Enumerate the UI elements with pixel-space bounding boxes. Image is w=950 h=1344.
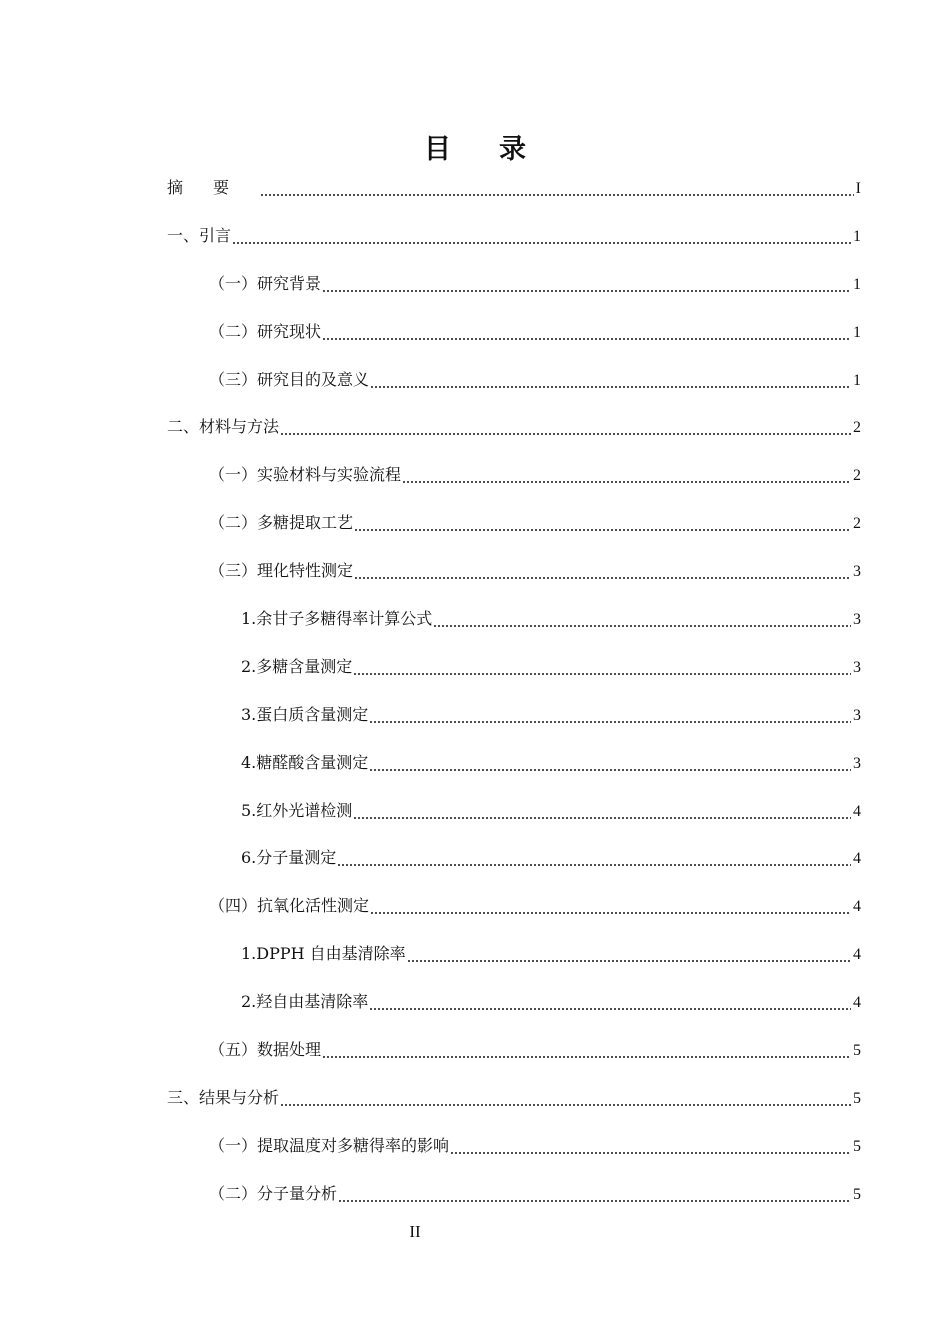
toc-entry-page: 4 [853,898,861,916]
dot-leader [370,386,851,388]
toc-entry-text: （二）研究现状 [209,321,322,341]
toc-entry[interactable] [167,595,861,643]
dot-leader [353,673,851,675]
toc-entry-text: 一、引言 [167,225,232,245]
dot-leader [280,433,851,435]
toc-entry-text: （一）研究背景 [209,273,322,293]
toc-entry[interactable] [167,1026,861,1074]
toc-entry-text: 6.分子量测定 [241,848,337,868]
toc-entry-page: 1 [853,275,861,293]
toc-entry-text: 1.DPPH 自由基清除率 [241,944,406,964]
dot-leader [322,338,851,340]
toc-entry-text: 摘要 [167,178,260,197]
toc-entry[interactable] [167,356,861,404]
toc-entry[interactable] [167,691,861,739]
dot-leader [450,1152,851,1154]
dot-leader [354,529,851,531]
toc-entry-text: （一）实验材料与实验流程 [209,465,402,485]
toc-entry[interactable] [167,308,861,356]
toc-entry-page: 5 [853,1042,861,1060]
toc-entry-page: 3 [853,754,861,772]
dot-leader [338,1200,851,1202]
dot-leader [369,1008,851,1010]
toc-entry-page: 2 [853,515,861,533]
dot-leader [407,960,851,962]
toc-entry-page: 4 [853,994,861,1012]
toc-entry[interactable] [167,499,861,547]
toc-entry[interactable] [167,834,861,882]
toc-entry-text: （三）理化特性测定 [209,561,354,581]
toc-entry[interactable] [167,787,861,835]
toc-entry-page: 5 [853,1185,861,1203]
toc-entry-page: 1 [853,371,861,389]
dot-leader [337,864,851,866]
toc-entry[interactable] [167,978,861,1026]
toc-entry-page: 3 [853,611,861,629]
dot-leader [260,194,854,196]
dot-leader [369,721,851,723]
toc-entry[interactable] [167,547,861,595]
toc-entry[interactable] [167,403,861,451]
toc-entry[interactable] [167,930,861,978]
toc-entry-text: 3.蛋白质含量测定 [241,704,369,724]
toc-entry[interactable] [167,1122,861,1170]
toc-entry-text: （一）提取温度对多糖得率的影响 [209,1135,450,1155]
dot-leader [232,242,851,244]
toc-entry-text: 1.余甘子多糖得率计算公式 [241,609,433,629]
toc-entry-text: 二、材料与方法 [167,417,280,437]
dot-leader [433,625,851,627]
page-title: 目录 [424,134,574,166]
toc-entry[interactable] [167,1170,861,1218]
toc-entry-text: 2.羟自由基清除率 [241,992,369,1012]
toc-entry-page: 4 [853,946,861,964]
toc-entry-page: 5 [853,1089,861,1107]
toc-entry-page: 5 [853,1137,861,1155]
dot-leader [353,817,851,819]
toc-entry[interactable] [167,164,861,212]
dot-leader [354,577,851,579]
toc-entry-text: 4.糖醛酸含量测定 [241,752,369,772]
toc-entry-text: （四）抗氧化活性测定 [209,896,370,916]
toc-entry-text: 5.红外光谱检测 [241,800,353,820]
toc-entry[interactable] [167,882,861,930]
table-of-contents [167,164,861,1218]
toc-entry-text: （三）研究目的及意义 [209,369,370,389]
dot-leader [370,912,851,914]
toc-entry-page: 1 [853,323,861,341]
toc-entry-text: 三、结果与分析 [167,1087,280,1107]
toc-entry-page: 4 [853,850,861,868]
toc-entry-page: 2 [853,419,861,437]
toc-entry-text: （二）多糖提取工艺 [209,513,354,533]
toc-entry-page: 3 [853,563,861,581]
toc-entry-page: 3 [853,706,861,724]
dot-leader [369,769,851,771]
toc-entry[interactable] [167,260,861,308]
toc-entry-page: I [855,180,861,197]
toc-entry-page: 1 [853,227,861,245]
toc-entry-page: 3 [853,658,861,676]
toc-entry[interactable] [167,643,861,691]
toc-entry[interactable] [167,451,861,499]
dot-leader [402,481,851,483]
toc-entry-text: （二）分子量分析 [209,1183,338,1203]
toc-entry-page: 4 [853,802,861,820]
dot-leader [322,290,851,292]
toc-entry-text: （五）数据处理 [209,1040,322,1060]
dot-leader [322,1056,851,1058]
toc-entry[interactable] [167,739,861,787]
page-number: II [409,1222,421,1241]
dot-leader [280,1104,851,1106]
toc-entry-text: 2.多糖含量测定 [241,656,353,676]
toc-entry[interactable] [167,1074,861,1122]
toc-entry[interactable] [167,212,861,260]
toc-entry-page: 2 [853,467,861,485]
